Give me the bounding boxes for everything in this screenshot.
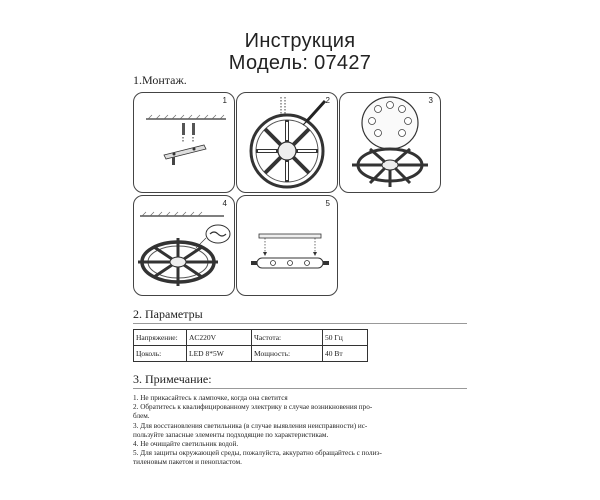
param-label: Мощность: — [252, 346, 323, 362]
note-line: 5. Для защиты окружающей среды, пожалуйста, аккуратно обращайтесь с полиэ- — [133, 449, 382, 458]
divider — [133, 388, 467, 389]
step-number: 1 — [222, 96, 227, 105]
step-3-illustration — [340, 93, 440, 192]
model-number: Модель: 07427 — [228, 52, 372, 74]
param-label: Частота: — [252, 330, 323, 346]
document-title: Инструкция — [244, 30, 356, 52]
step-5-illustration — [237, 196, 337, 295]
param-value: 50 Гц — [323, 330, 368, 346]
param-label: Цоколь: — [134, 346, 187, 362]
step-number: 2 — [325, 96, 330, 105]
section-install-heading: 1.Монтаж. — [133, 73, 187, 87]
note-line: блем. — [133, 412, 150, 421]
section-params-heading: 2. Параметры — [133, 307, 203, 321]
step-5-panel — [236, 195, 338, 296]
parameters-table — [133, 329, 368, 362]
param-label: Напряжение: — [134, 330, 187, 346]
step-1-panel — [133, 92, 235, 193]
step-2-panel — [236, 92, 338, 193]
step-number: 3 — [428, 96, 433, 105]
note-line: 4. Не очищайте светильник водой. — [133, 440, 239, 449]
step-number: 5 — [325, 199, 330, 208]
note-line: 2. Обратитесь к квалифицированному электрику в случае возникновения про- — [133, 403, 373, 412]
step-3-panel — [339, 92, 441, 193]
step-2-illustration — [237, 93, 337, 192]
note-line: 3. Для восстановления светильника (в случае выявления неисправности) ис- — [133, 421, 368, 430]
step-1-illustration — [134, 93, 234, 192]
note-line: пользуйте запасные элементы подходящие по характеристикам. — [133, 430, 329, 439]
step-4-panel — [133, 195, 235, 296]
param-value: 40 Вт — [323, 346, 368, 362]
table-row — [134, 330, 368, 346]
divider — [133, 323, 467, 324]
step-number: 4 — [222, 199, 227, 208]
section-notes-heading: 3. Примечание: — [133, 372, 212, 386]
param-value: AC220V — [187, 330, 252, 346]
step-4-illustration — [134, 196, 234, 295]
table-row — [134, 346, 368, 362]
note-line: тиленовым пакетом и пенопластом. — [133, 458, 242, 467]
param-value: LED 8*5W — [187, 346, 252, 362]
note-line: 1. Не прикасайтесь к лампочке, когда она светится — [133, 394, 288, 402]
notes-list — [133, 394, 473, 468]
